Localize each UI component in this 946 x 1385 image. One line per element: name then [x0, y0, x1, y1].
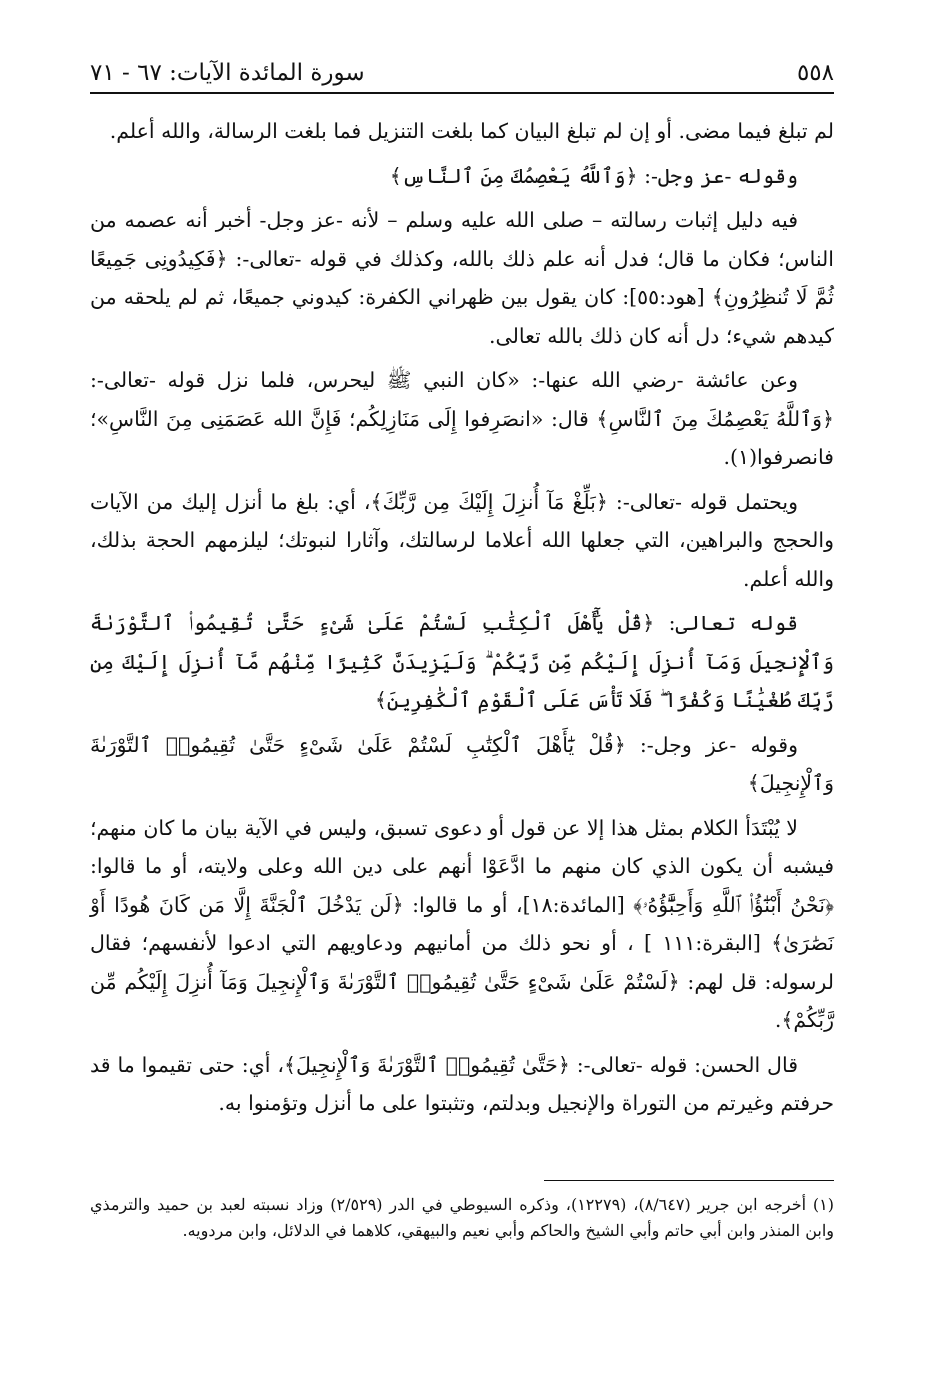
paragraph: فيه دليل إثبات رسالته – صلى الله عليه وسلم – لأنه -عز وجل- أخبر أنه عصمه من الناس؛ فكان ما قال؛ فدل أنه علم ذلك بالله، وكذلك في قوله -تعالى-: ﴿فَكِيدُونِى جَمِيعًا ثُمَّ لَا تُنظِرُونِ﴾ [هود:٥٥]: كان يقول بين ظهراني الكفرة: كيدوني جميعًا، ثم لم يلحقه من كيدهم شيء؛ دل أنه كان ذلك بالله تعالى.: [90, 208, 834, 348]
paragraph: قوله تعالى: ﴿قُلْ يَٰٓأَهْلَ ٱلْكِتَٰبِ لَسْتُمْ عَلَىٰ شَىْءٍ حَتَّىٰ تُقِيمُوا۟ ٱلتَّوْرَىٰةَ وَٱلْإِنجِيلَ وَمَآ أُنزِلَ إِلَيْكُم مِّن رَّبِّكُمْ ۗ وَلَيَزِيدَنَّ كَثِيرًا مِّنْهُم مَّآ أُنزِلَ إِلَيْكَ مِن رَّبِّكَ طُغْيَٰنًا وَكُفْرًا ۖ فَلَا تَأْسَ عَلَى ٱلْقَوْمِ ٱلْكَٰفِرِينَ﴾: [90, 611, 834, 712]
chapter-title: سورة المائدة الآيات: ٦٧ - ٧١: [90, 60, 365, 86]
paragraph: لا يُبْتَدَأ الكلام بمثل هذا إلا عن قول أو دعوى تسبق، وليس في الآية بيان ما كان منهم؛ فيشبه أن يكون الذي كان منهم ما ادَّعَوْا أنهم على دين الله وعلى ولايته، أو ما قالوا: ﴿نَحْنُ أَبْنَٰٓؤُا۟ ٱللَّهِ وَأَحِبَّٰٓؤُهُۥ﴾ [المائدة:١٨]، أو ما قالوا: ﴿لَن يَدْخُلَ ٱلْجَنَّةَ إِلَّا مَن كَانَ هُودًا أَوْ نَصَٰرَىٰ﴾ [البقرة:١١١ ] ، أو نحو ذلك من أمانيهم ودعاويهم التي ادعوا لأنفسهم؛ فقال لرسوله: قل لهم: ﴿لَسْتُمْ عَلَىٰ شَىْءٍ حَتَّىٰ تُقِيمُوا۟ ٱلتَّوْرَىٰةَ وَٱلْإِنجِيلَ وَمَآ أُنزِلَ إِلَيْكُم مِّن رَّبِّكُمْ﴾.: [90, 815, 835, 1032]
paragraph: وقوله -عز وجل-: ﴿قُلْ يَٰٓأَهْلَ ٱلْكِتَٰبِ لَسْتُمْ عَلَىٰ شَىْءٍ حَتَّىٰ تُقِيمُوا۟ ٱلتَّوْرَىٰةَ وَٱلْإِنجِيلَ﴾: [90, 732, 834, 795]
paragraph: وعن عائشة -رضي الله عنها-: «كان النبي ﷺ ليحرس، فلما نزل قوله -تعالى-: ﴿وَٱللَّهُ يَعْصِمُكَ مِنَ ٱلنَّاسِ﴾ قال: «انصَرِفوا إِلَى مَنَازِلِكُم؛ فَإِنَّ الله عَصَمَنِى مِنَ النَّاسِ»؛ فانصرفوا(١).: [90, 368, 834, 469]
paragraph: قال الحسن: قوله -تعالى-: ﴿حَتَّىٰ تُقِيمُوا۟ ٱلتَّوْرَىٰةَ وَٱلْإِنجِيلَ﴾، أي: حتى تقيموا ما قد حرفتم وغيرتم من التوراة والإنجيل وبدلتم، وتثبتوا على ما أنزل وتؤمنوا به.: [90, 1052, 834, 1115]
page-number: ٥٥٨: [796, 60, 834, 86]
footnote: (١) أخرجه ابن جرير (٨/٦٤٧)، (١٢٢٧٩)، وذكره السيوطي في الدر (٢/٥٢٩) وزاد نسبته لعبد بن حميد والترمذي وابن المنذر وابن أبي حاتم وأبي الشيخ والحاكم وأبي نعيم والبيهقي، كلاهما في الدلائل، وابن مردويه.: [90, 1195, 834, 1240]
footnote-divider: [544, 1180, 834, 1181]
paragraph: وقوله -عز وجل-: ﴿وَٱللَّهُ يَعْصِمُكَ مِنَ ٱلنَّاسِ﴾: [389, 163, 798, 188]
main-text: [90, 112, 834, 1129]
paragraph: ويحتمل قوله -تعالى-: ﴿بَلِّغْ مَآ أُنزِلَ إِلَيْكَ مِن رَّبِّكَ﴾، أي: بلغ ما أنزل إليك من الآيات والحجج والبراهين، التي جعلها الله أعلاما لرسالتك، وآثارا لنبوتك؛ ليلزمهم الحجة بذلك، والله أعلم.: [90, 489, 834, 591]
header-divider: [90, 92, 834, 94]
running-header: [90, 52, 834, 92]
paragraph: لم تبلغ فيما مضى. أو إن لم تبلغ البيان كما بلغت التنزيل فما بلغت الرسالة، والله أعلم.: [109, 119, 834, 143]
